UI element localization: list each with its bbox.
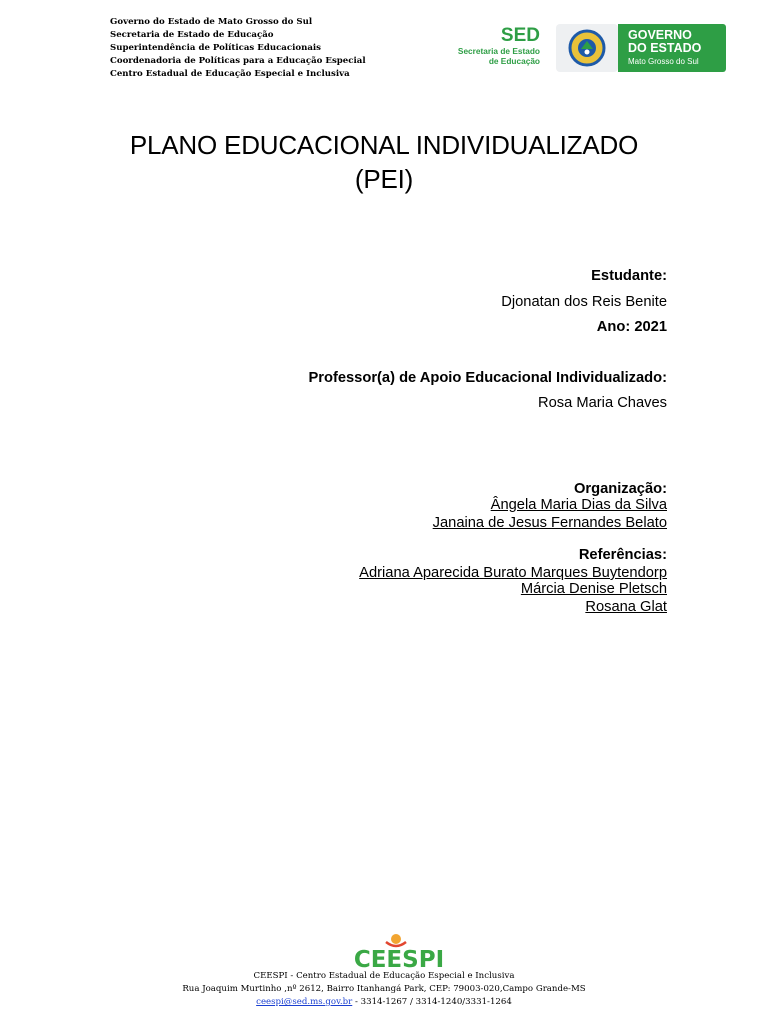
footer-line: CEESPI - Centro Estadual de Educação Especial e Inclusiva	[253, 971, 515, 981]
reference-name: Adriana Aparecida Burato Marques Buytendorp	[359, 565, 667, 581]
title-line-2: (PEI)	[354, 164, 414, 194]
title-line-1: PLANO EDUCACIONAL INDIVIDUALIZADO	[129, 130, 639, 160]
government-logo	[618, 24, 726, 72]
teacher-name: Rosa Maria Chaves	[538, 395, 667, 411]
footer-phones: - 3314-1267 / 3314-1240/3331-1264	[352, 997, 512, 1007]
student-label: Estudante:	[591, 268, 667, 284]
reference-name: Márcia Denise Pletsch	[520, 581, 667, 597]
gov-logo-line: DO ESTADO	[628, 41, 702, 55]
header-line: Secretaria de Estado de Educação	[110, 30, 274, 40]
sed-logo-line: de Educação	[488, 56, 540, 66]
gov-logo-line: GOVERNO	[628, 28, 692, 42]
footer-email-link[interactable]: ceespi@sed.ms.gov.br	[256, 997, 353, 1007]
header-line: Coordenadoria de Políticas para a Educação Especial	[110, 56, 366, 66]
sed-logo	[452, 26, 540, 66]
reference-name: Rosana Glat	[585, 599, 667, 615]
header-line: Governo do Estado de Mato Grosso do Sul	[110, 17, 313, 27]
ceespi-logo-text: CEESPI	[353, 947, 445, 970]
sed-logo-line: Secretaria de Estado	[457, 46, 540, 56]
document-title	[0, 128, 768, 196]
references-label: Referências:	[578, 547, 667, 563]
year-label: Ano: 2021	[596, 319, 667, 335]
header-institution-lines	[110, 16, 366, 81]
ceespi-logo	[344, 932, 454, 970]
organization-name: Janaina de Jesus Fernandes Belato	[432, 515, 667, 531]
organization-label: Organização:	[573, 481, 667, 497]
footer-address: Rua Joaquim Murtinho ,nº 2612, Bairro Itanhangá Park, CEP: 79003-020,Campo Grande-MS	[182, 984, 586, 994]
organization-name: Ângela Maria Dias da Silva	[490, 497, 667, 513]
footer-contact	[0, 996, 768, 1009]
sed-logo-acronym: SED	[500, 25, 540, 46]
coat-of-arms-icon	[556, 24, 618, 72]
teacher-label: Professor(a) de Apoio Educacional Individualizado:	[308, 370, 667, 386]
student-name: Djonatan dos Reis Benite	[501, 294, 667, 310]
header-line: Centro Estadual de Educação Especial e Inclusiva	[110, 69, 350, 79]
gov-logo-line: Mato Grosso do Sul	[628, 57, 699, 66]
header-line: Superintendência de Políticas Educacionais	[110, 43, 322, 53]
